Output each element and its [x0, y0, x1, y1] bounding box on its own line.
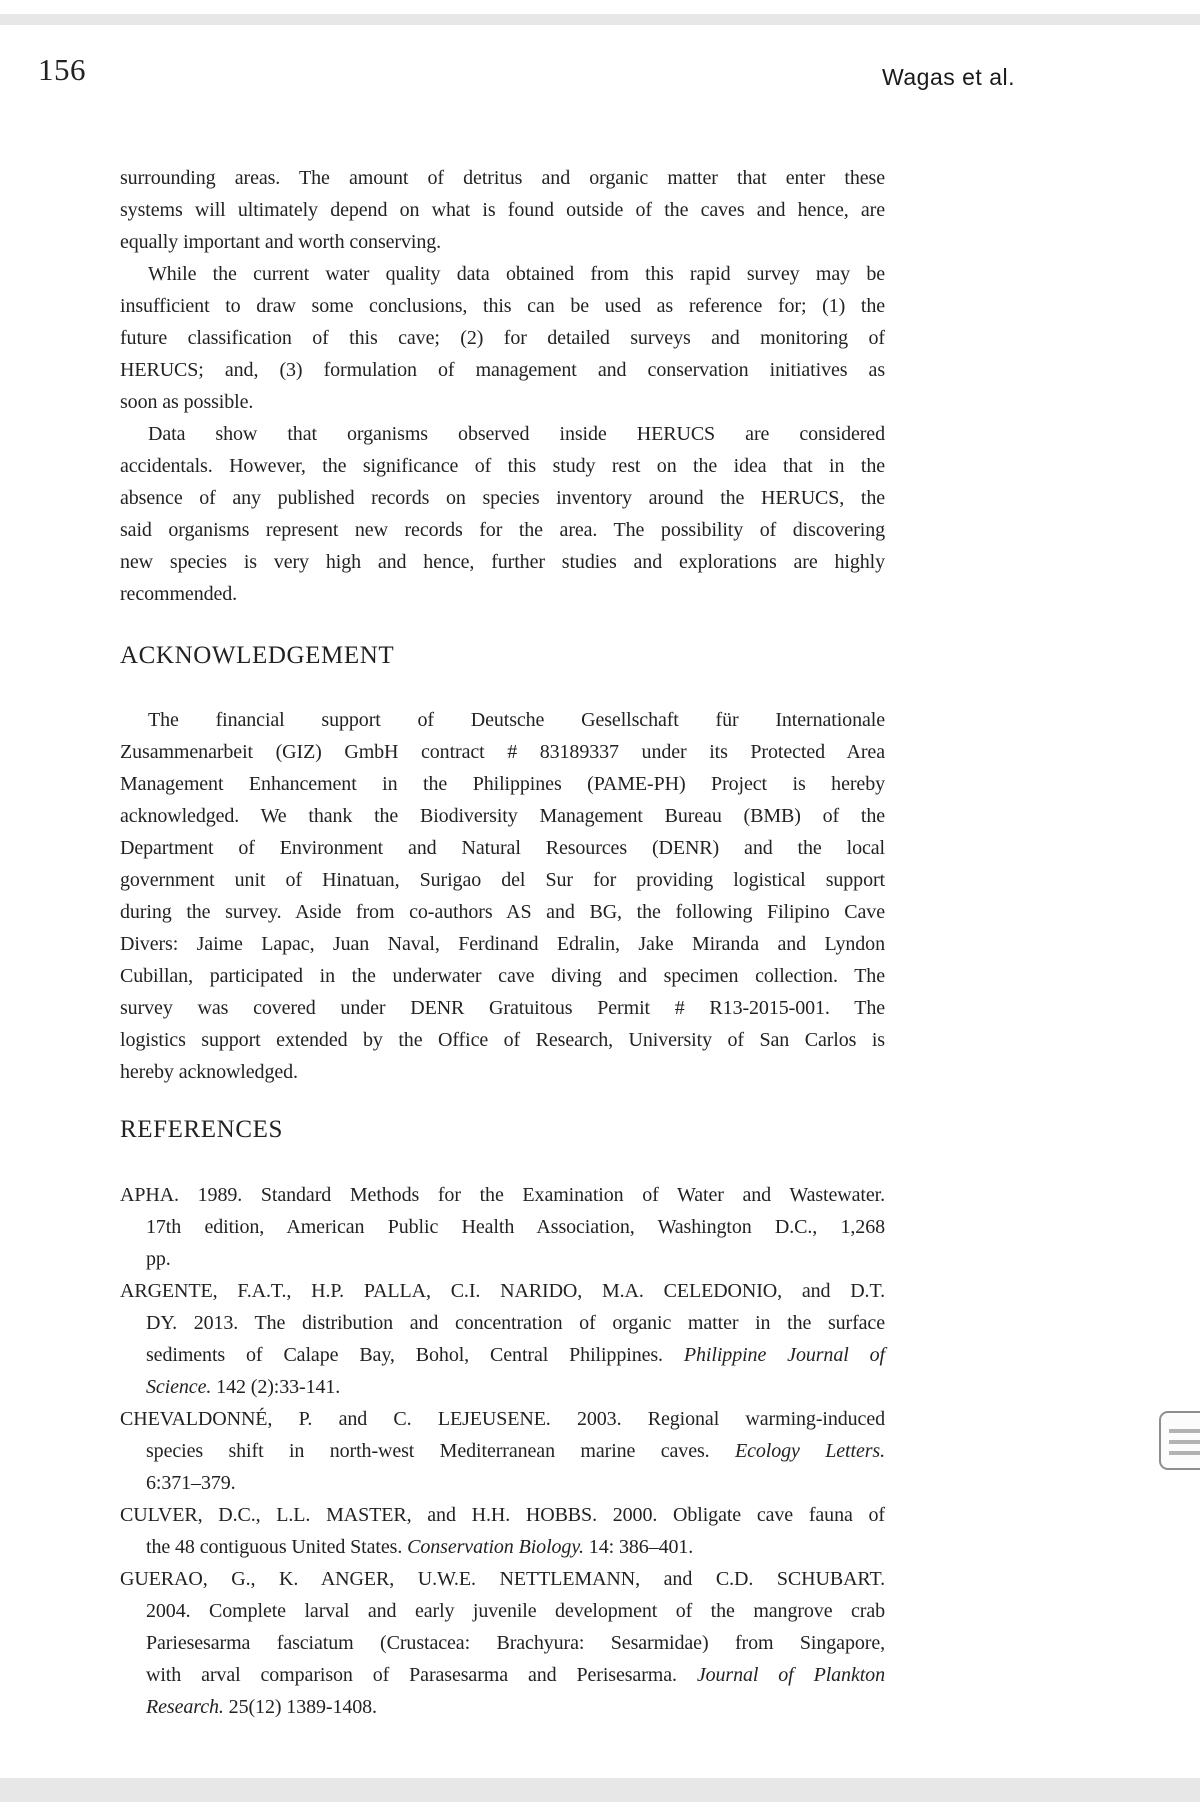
text-run: soon as possible. — [120, 391, 254, 413]
text-line — [120, 1467, 885, 1499]
text-line — [120, 258, 885, 290]
italic-text-run: Science. — [146, 1376, 212, 1398]
text-line — [120, 546, 885, 578]
paragraph — [120, 162, 885, 258]
text-line — [120, 290, 885, 322]
text-line — [120, 1179, 885, 1211]
italic-text-run: Conservation Biology. — [407, 1536, 584, 1558]
text-line — [120, 1339, 885, 1371]
grip-line-icon — [1169, 1440, 1200, 1444]
text-run: said organisms represent new records for the area. The possibility of discovering — [120, 519, 885, 541]
text-run: 6:371–379. — [146, 1472, 236, 1494]
text-run: While the current water quality data obtained from this rapid survey may be — [148, 263, 885, 285]
page-content — [120, 162, 885, 1723]
text-line — [120, 482, 885, 514]
text-line — [120, 864, 885, 896]
text-run: systems will ultimately depend on what is found outside of the caves and hence, are — [120, 199, 885, 221]
text-run: Management Enhancement in the Philippines (PAME-PH) Project is hereby — [120, 773, 885, 795]
paragraph — [120, 418, 885, 610]
text-line — [120, 226, 885, 258]
reference-entry — [120, 1275, 885, 1403]
text-run: GUERAO, G., K. ANGER, U.W.E. NETTLEMANN, and C.D. SCHUBART. — [120, 1568, 885, 1590]
text-run: hereby acknowledged. — [120, 1061, 298, 1083]
text-run: acknowledged. We thank the Biodiversity Management Bureau (BMB) of the — [120, 805, 885, 827]
text-line — [120, 1371, 885, 1403]
reference-entry — [120, 1403, 885, 1499]
text-line — [120, 928, 885, 960]
references-section — [120, 1179, 885, 1723]
text-line — [120, 162, 885, 194]
references-heading: REFERENCES — [120, 1116, 283, 1143]
text-line — [120, 1024, 885, 1056]
text-run: Zusammenarbeit (GIZ) GmbH contract # 83189337 under its Protected Area — [120, 741, 885, 763]
text-line — [120, 1275, 885, 1307]
text-line — [120, 960, 885, 992]
text-line — [120, 418, 885, 450]
reference-entry — [120, 1179, 885, 1275]
text-run: Department of Environment and Natural Resources (DENR) and the local — [120, 837, 885, 859]
text-run: Divers: Jaime Lapac, Juan Naval, Ferdinand Edralin, Jake Miranda and Lyndon — [120, 933, 885, 955]
acknowledgement-section — [120, 704, 885, 1088]
text-run: 17th edition, American Public Health Association, Washington D.C., 1,268 — [146, 1216, 885, 1238]
text-run: Pariesesarma fasciatum (Crustacea: Brachyura: Sesarmidae) from Singapore, — [146, 1632, 885, 1654]
text-run: HERUCS; and, (3) formulation of management and conservation initiatives as — [120, 359, 885, 381]
text-line — [120, 704, 885, 736]
running-head: Wagas et al. — [882, 64, 1015, 90]
page-gap-bottom — [0, 1778, 1200, 1802]
text-line — [120, 1056, 885, 1088]
italic-text-run: Philippine Journal of — [683, 1344, 885, 1366]
text-run: ARGENTE, F.A.T., H.P. PALLA, C.I. NARIDO, M.A. CELEDONIO, and D.T. — [120, 1280, 885, 1302]
text-run: APHA. 1989. Standard Methods for the Examination of Water and Wastewater. — [120, 1184, 885, 1206]
text-line — [120, 768, 885, 800]
text-run: 142 (2):33-141. — [211, 1376, 341, 1398]
text-line — [120, 514, 885, 546]
text-line — [120, 354, 885, 386]
text-line — [120, 1659, 885, 1691]
page-number: 156 — [38, 52, 86, 87]
text-line — [120, 832, 885, 864]
text-run: 2004. Complete larval and early juvenile development of the mangrove crab — [146, 1600, 885, 1622]
text-run: the 48 contiguous United States. — [146, 1536, 408, 1558]
text-line — [120, 322, 885, 354]
body-text-section — [120, 162, 885, 610]
text-line — [120, 896, 885, 928]
text-run: recommended. — [120, 583, 238, 605]
text-run: species shift in north-west Mediterranean marine caves. — [146, 1440, 735, 1462]
text-run: absence of any published records on species inventory around the HERUCS, the — [120, 487, 885, 509]
text-run: 14: 386–401. — [583, 1536, 694, 1558]
text-run: government unit of Hinatuan, Surigao del Sur for providing logistical support — [120, 869, 885, 891]
page-gap-top — [0, 14, 1200, 25]
text-run: 25(12) 1389-1408. — [223, 1696, 377, 1718]
text-run: Cubillan, participated in the underwater cave diving and specimen collection. The — [120, 965, 885, 987]
text-run: CULVER, D.C., L.L. MASTER, and H.H. HOBBS. 2000. Obligate cave fauna of — [120, 1504, 885, 1526]
reference-entry — [120, 1563, 885, 1723]
text-line — [120, 1403, 885, 1435]
scroll-handle[interactable] — [1159, 1411, 1200, 1470]
grip-line-icon — [1169, 1451, 1200, 1455]
text-line — [120, 1563, 885, 1595]
text-line — [120, 1595, 885, 1627]
grip-line-icon — [1169, 1429, 1200, 1433]
text-line — [120, 1627, 885, 1659]
text-run: future classification of this cave; (2) for detailed surveys and monitoring of — [120, 327, 885, 349]
text-line — [120, 992, 885, 1024]
text-line — [120, 1435, 885, 1467]
text-line — [120, 1531, 885, 1563]
text-line — [120, 1211, 885, 1243]
text-line — [120, 386, 885, 418]
text-line — [120, 1243, 885, 1275]
text-run: Data show that organisms observed inside HERUCS are considered — [148, 423, 885, 445]
text-run: DY. 2013. The distribution and concentration of organic matter in the surface — [146, 1312, 885, 1334]
text-run: sediments of Calape Bay, Bohol, Central Philippines. — [146, 1344, 684, 1366]
text-line — [120, 1499, 885, 1531]
text-line — [120, 800, 885, 832]
text-line — [120, 194, 885, 226]
text-run: with arval comparison of Parasesarma and Perisesarma. — [146, 1664, 697, 1686]
text-run: insufficient to draw some conclusions, this can be used as reference for; (1) the — [120, 295, 885, 317]
text-line — [120, 1307, 885, 1339]
text-run: accidentals. However, the significance of this study rest on the idea that in the — [120, 455, 885, 477]
text-run: logistics support extended by the Office of Research, University of San Carlos is — [120, 1029, 885, 1051]
paragraph — [120, 258, 885, 418]
italic-text-run: Journal of Plankton — [696, 1664, 885, 1686]
text-line — [120, 1691, 885, 1723]
text-line — [120, 578, 885, 610]
text-run: surrounding areas. The amount of detritus and organic matter that enter these — [120, 167, 885, 189]
italic-text-run: Ecology Letters. — [735, 1440, 886, 1462]
text-run: new species is very high and hence, further studies and explorations are highly — [120, 551, 885, 573]
text-line — [120, 736, 885, 768]
text-run: during the survey. Aside from co-authors AS and BG, the following Filipino Cave — [120, 901, 885, 923]
paragraph — [120, 704, 885, 1088]
text-line — [120, 450, 885, 482]
text-run: CHEVALDONNÉ, P. and C. LEJEUSENE. 2003. Regional warming-induced — [120, 1408, 885, 1430]
acknowledgement-heading: ACKNOWLEDGEMENT — [120, 642, 395, 669]
text-run: pp. — [146, 1248, 171, 1270]
text-run: The financial support of Deutsche Gesellschaft für Internationale — [148, 709, 885, 731]
italic-text-run: Research. — [146, 1696, 224, 1718]
text-run: survey was covered under DENR Gratuitous Permit # R13-2015-001. The — [120, 997, 885, 1019]
reference-entry — [120, 1499, 885, 1563]
text-run: equally important and worth conserving. — [120, 231, 442, 253]
